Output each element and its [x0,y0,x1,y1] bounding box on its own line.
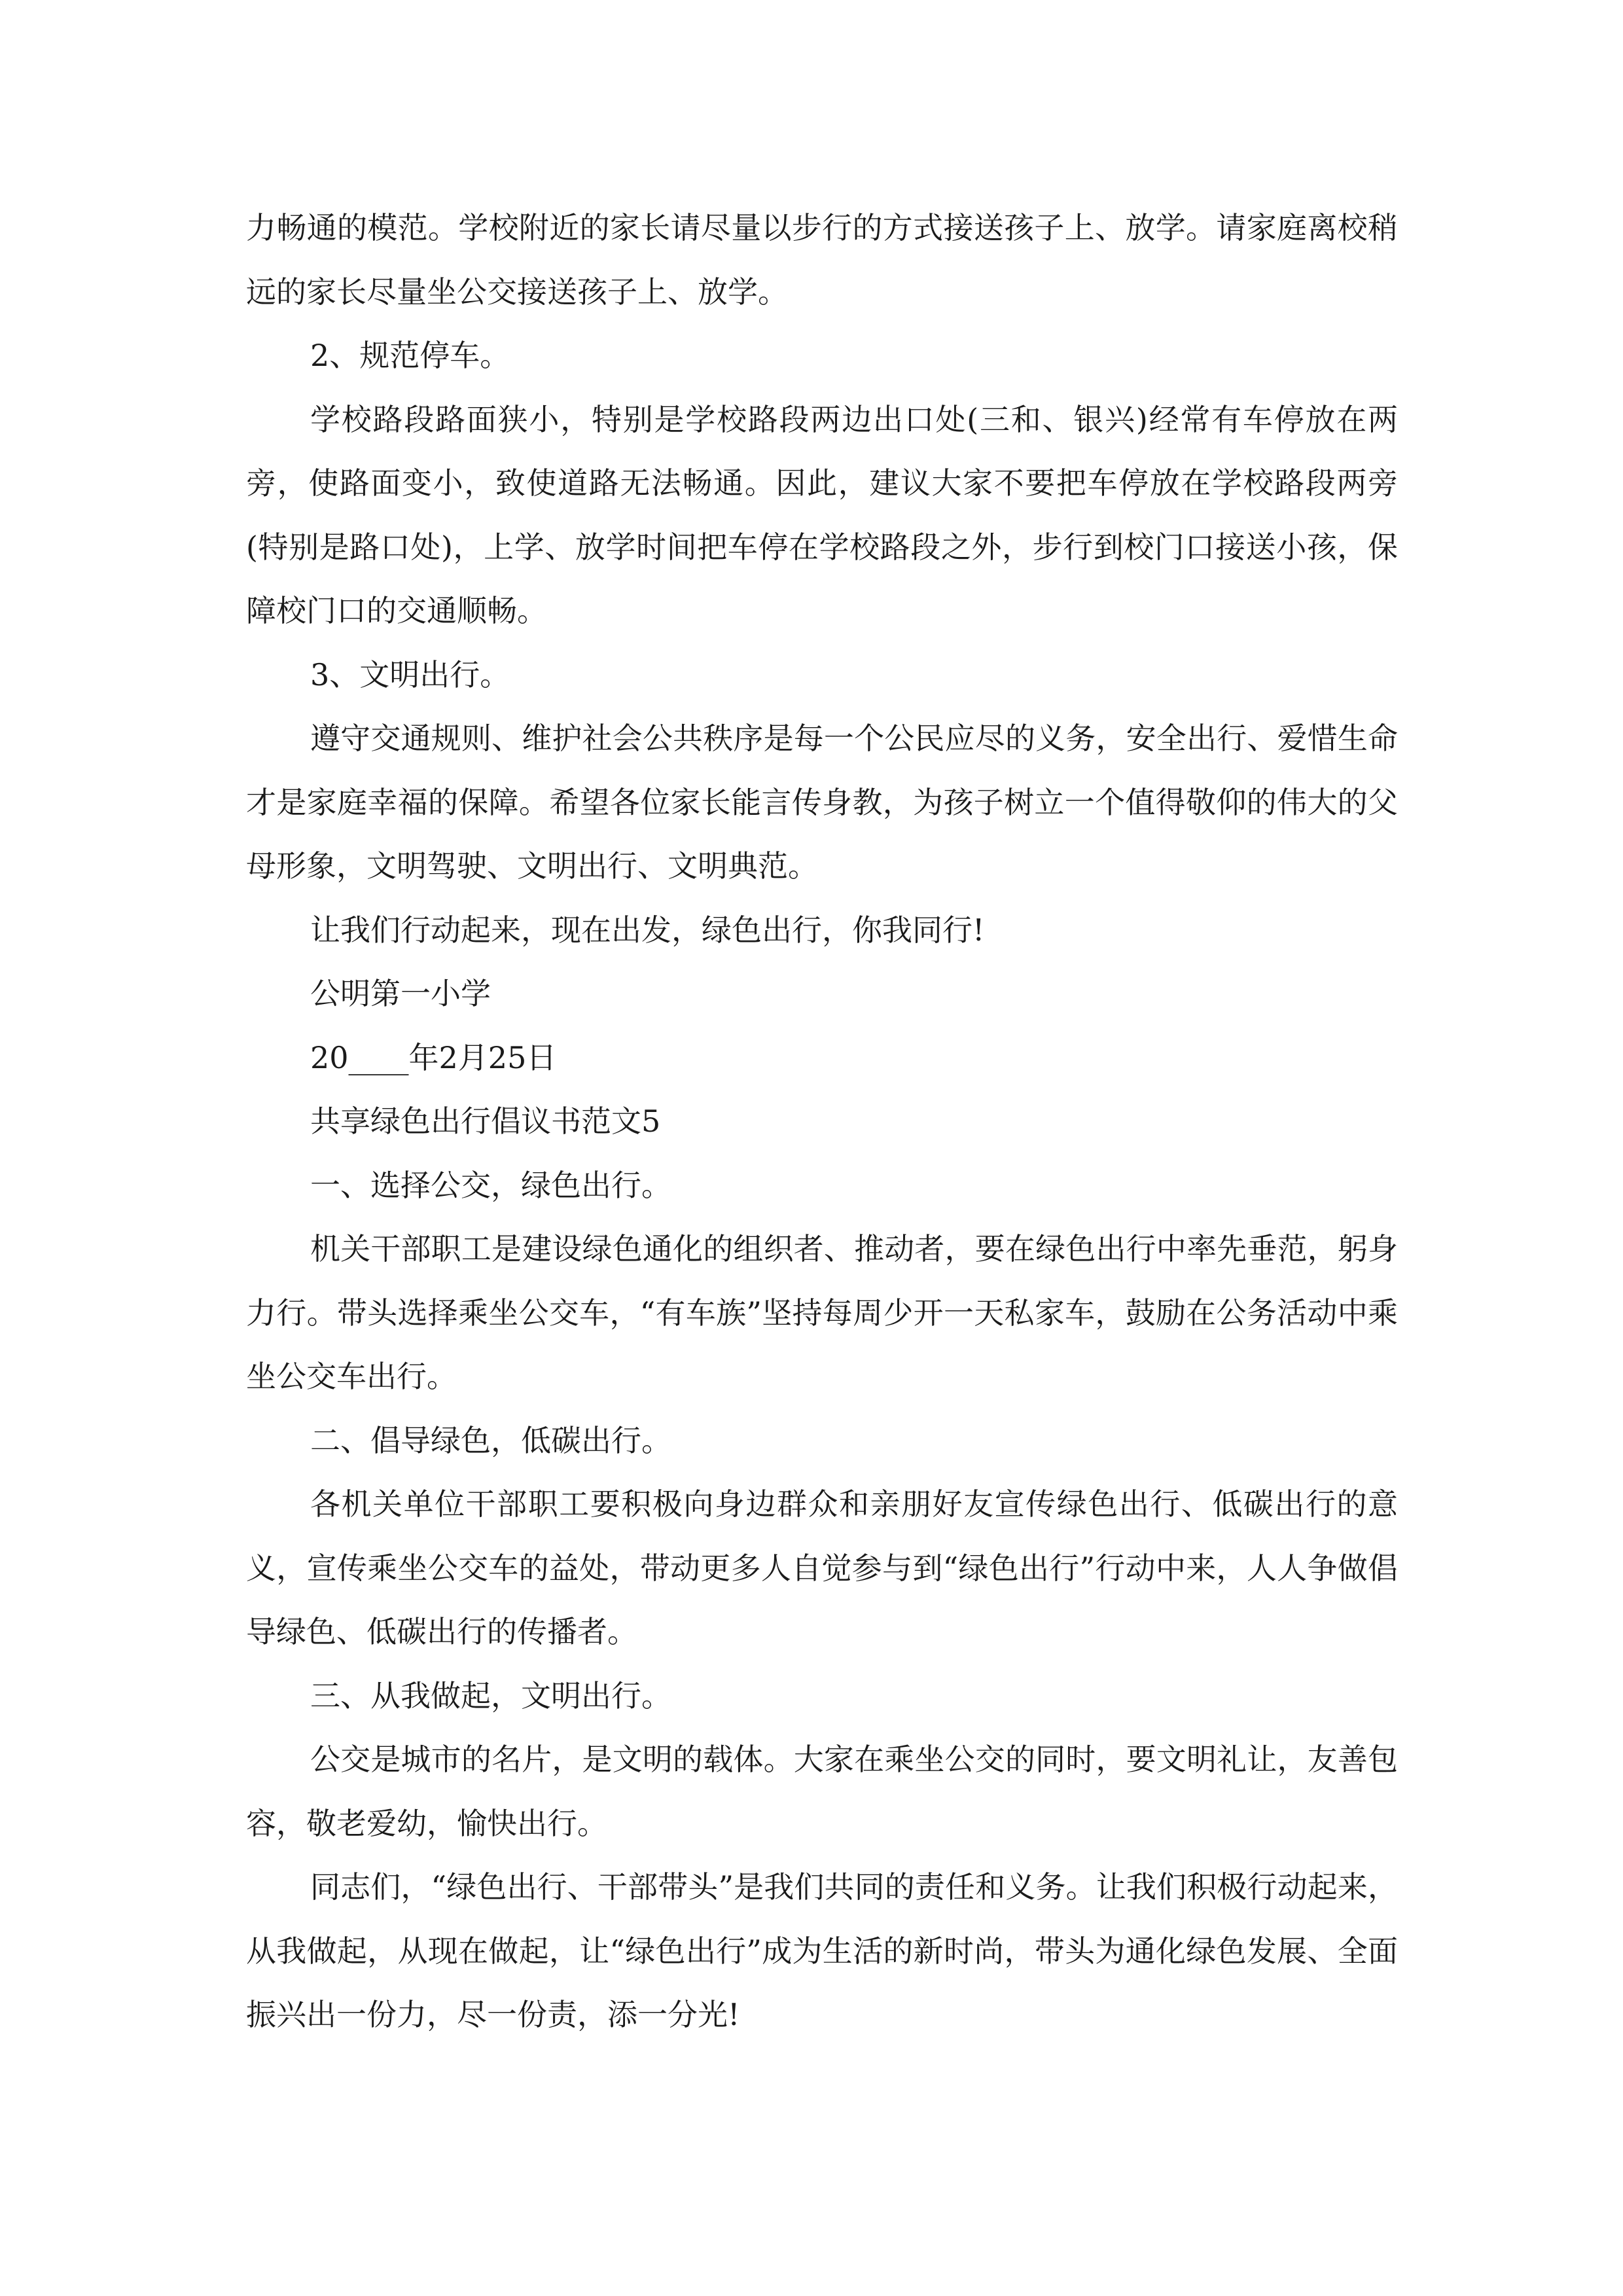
heading-regulate-parking: 2、规范停车。 [310,338,510,373]
paragraph-traffic-rules: 遵守交通规则、维护社会公共秩序是每一个公民应尽的义务，安全出行、爱惜生命才是家庭幸福的保障。希望各位家长能言传身教，为孩子树立一个值得敬仰的伟大的父母形象，文明驾驶、文明出行、文明典范。 [246,721,1398,884]
paragraph-promote-green: 各机关单位干部职工要积极向身边群众和亲朋好友宣传绿色出行、低碳出行的意义，宣传乘坐公交车的益处，带动更多人自觉参与到“绿色出行”行动中来，人人争做倡导绿色、低碳出行的传播者。 [246,1486,1398,1649]
signature-date: 20____年2月25日 [310,1039,557,1075]
signature-school: 公明第一小学 [310,976,491,1011]
section-title-sample-5: 共享绿色出行倡议书范文5 [310,1103,661,1139]
heading-advocate-green: 二、倡导绿色，低碳出行。 [310,1422,671,1458]
paragraph-closing: 同志们，“绿色出行、干部带头”是我们共同的责任和义务。让我们积极行动起来，从我做起，从现在做起，让“绿色出行”成为生活的新时尚，带头为通化绿色发展、全面振兴出一份力，尽一份责，添一分光! [246,1869,1398,2032]
paragraph-parking: 学校路段路面狭小，特别是学校路段两边出口处(三和、银兴)经常有车停放在两旁，使路面变小，致使道路无法畅通。因此，建议大家不要把车停放在学校路段两旁(特别是路口处)，上学、放学时间把车停在学校路段之外，步行到校门口接送小孩，保障校门口的交通顺畅。 [246,401,1398,628]
paragraph-commute-intro: 力畅通的模范。学校附近的家长请尽量以步行的方式接送孩子上、放学。请家庭离校稍远的家长尽量坐公交接送孩子上、放学。 [246,210,1398,310]
heading-civilized-travel: 3、文明出行。 [310,656,510,692]
heading-start-with-me: 三、从我做起，文明出行。 [310,1677,671,1713]
paragraph-call-to-action: 让我们行动起来，现在出发，绿色出行，你我同行! [310,912,985,948]
paragraph-cadres-lead: 机关干部职工是建设绿色通化的组织者、推动者，要在绿色出行中率先垂范，躬身力行。带头选择乘坐公交车，“有车族”坚持每周少开一天私家车，鼓励在公务活动中乘坐公交车出行。 [246,1231,1398,1394]
heading-choose-bus: 一、选择公交，绿色出行。 [310,1167,671,1203]
paragraph-bus-civility: 公交是城市的名片，是文明的载体。大家在乘坐公交的同时，要文明礼让，友善包容，敬老爱幼，愉快出行。 [246,1742,1398,1841]
document-body [246,196,1398,2047]
